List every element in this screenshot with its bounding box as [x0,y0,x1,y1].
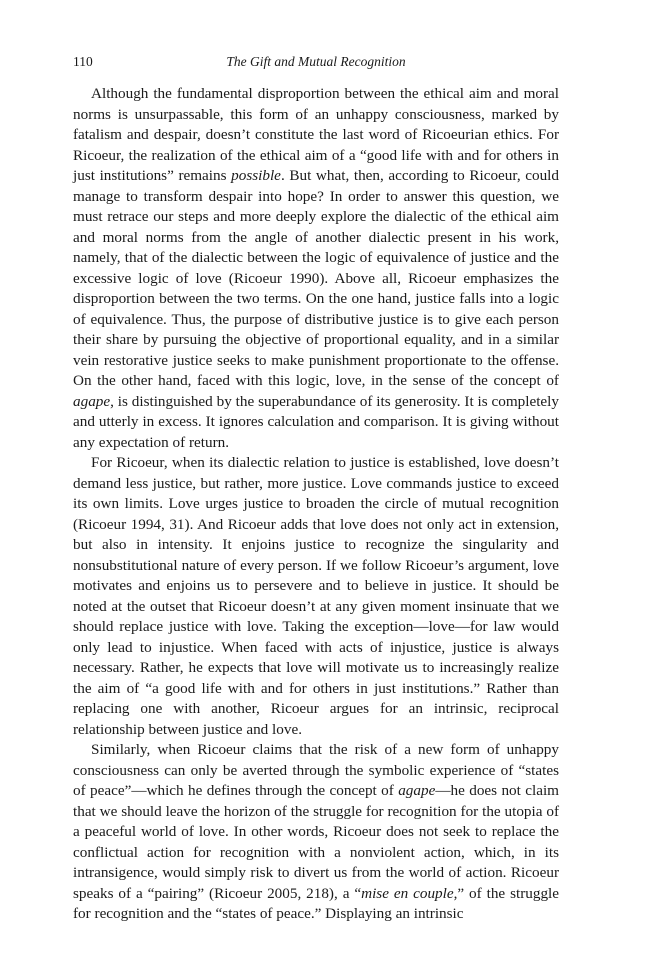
page-number: 110 [73,54,93,69]
running-head-title: The Gift and Mutual Recognition [226,54,406,69]
text-run: , is distinguished by the superabundance of its generosity. It is completely and utterly in excess. It ignores calculation and comparison. It is giving without any expectation of return. [73,392,559,451]
text-run: —he does not claim that we should leave the horizon of the struggle for recognition for the utopia of a peaceful world of love. In other words, Ricoeur does not seek to replace the conflictual action for recognition with a nonviolent action, which, in its intransigence, would simply risk to divert us from the world of action. Ricoeur speaks of a “pairing” (Ricoeur 2005, 218), a “ [73,782,559,902]
paragraph [73,740,559,925]
text-run: Similarly, when Ricoeur claims that the risk of a new form of unhappy consciousness can only be averted through the symbolic experience of “states of peace”—which he defines through the concept of [73,741,559,799]
body-text [73,84,559,925]
italic-term: possible [231,167,281,184]
paragraph [73,84,559,453]
paragraph [73,453,559,740]
italic-term: agape [398,782,436,799]
text-run: Although the fundamental disproportion between the ethical aim and moral norms is unsurpassable, this form of an unhappy consciousness, marked by fatalism and despair, doesn’t constitute the last word of Ricoeurian ethics. For Ricoeur, the realization of the ethical aim of a “good life with and for others in just institutions” remains [73,85,559,184]
text-run: ,” of the struggle for recognition and the “states of peace.” Displaying an intrinsic [73,884,559,922]
italic-term: mise en couple [361,884,454,902]
running-head [73,52,559,74]
book-page [73,52,559,925]
text-run: For Ricoeur, when its dialectic relation to justice is established, love doesn’t demand less justice, but rather, more justice. Love commands justice to exceed its own limits. Love urges justice to broaden the circle of mutual recognition (Ricoeur 1994, 31). And Ricoeur adds that love does not only act in extension, but also in intensity. It enjoins justice to recognize the singularity and nonsubstitutional nature of every person. If we follow Ricoeur’s argument, love motivates and enjoins us to persevere and to believe in justice. It should be noted at the outset that Ricoeur doesn’t at any given moment insinuate that we should replace justice with love. Taking the exception—love—for law would only lead to injustice. When faced with acts of injustice, justice is always necessary. Rather, he expects that love will motivate us to increasingly realize the aim of “a good life with and for others in just institutions.” Rather than replacing one with another, Ricoeur argues for an intrinsic, reciprocal relationship between justice and love. [73,454,559,738]
text-run: . But what, then, according to Ricoeur, could manage to transform despair into hope? In order to answer this question, we must retrace our steps and more deeply explore the dialectic of the ethical aim and moral norms from the angle of another dialectic present in his work, namely, that of the dialectic between the logic of equivalence of justice and the excessive logic of love (Ricoeur 1990). Above all, Ricoeur emphasizes the disproportion between the two terms. On the one hand, justice falls into a logic of equivalence. Thus, the purpose of distributive justice is to give each person their share by pursuing the objective of proportional equality, and in a similar vein restorative justice seeks to make punishment proportionate to the offense. On the other hand, faced with this logic, love, in the sense of the concept of [73,167,559,389]
italic-term: agape [73,392,111,410]
